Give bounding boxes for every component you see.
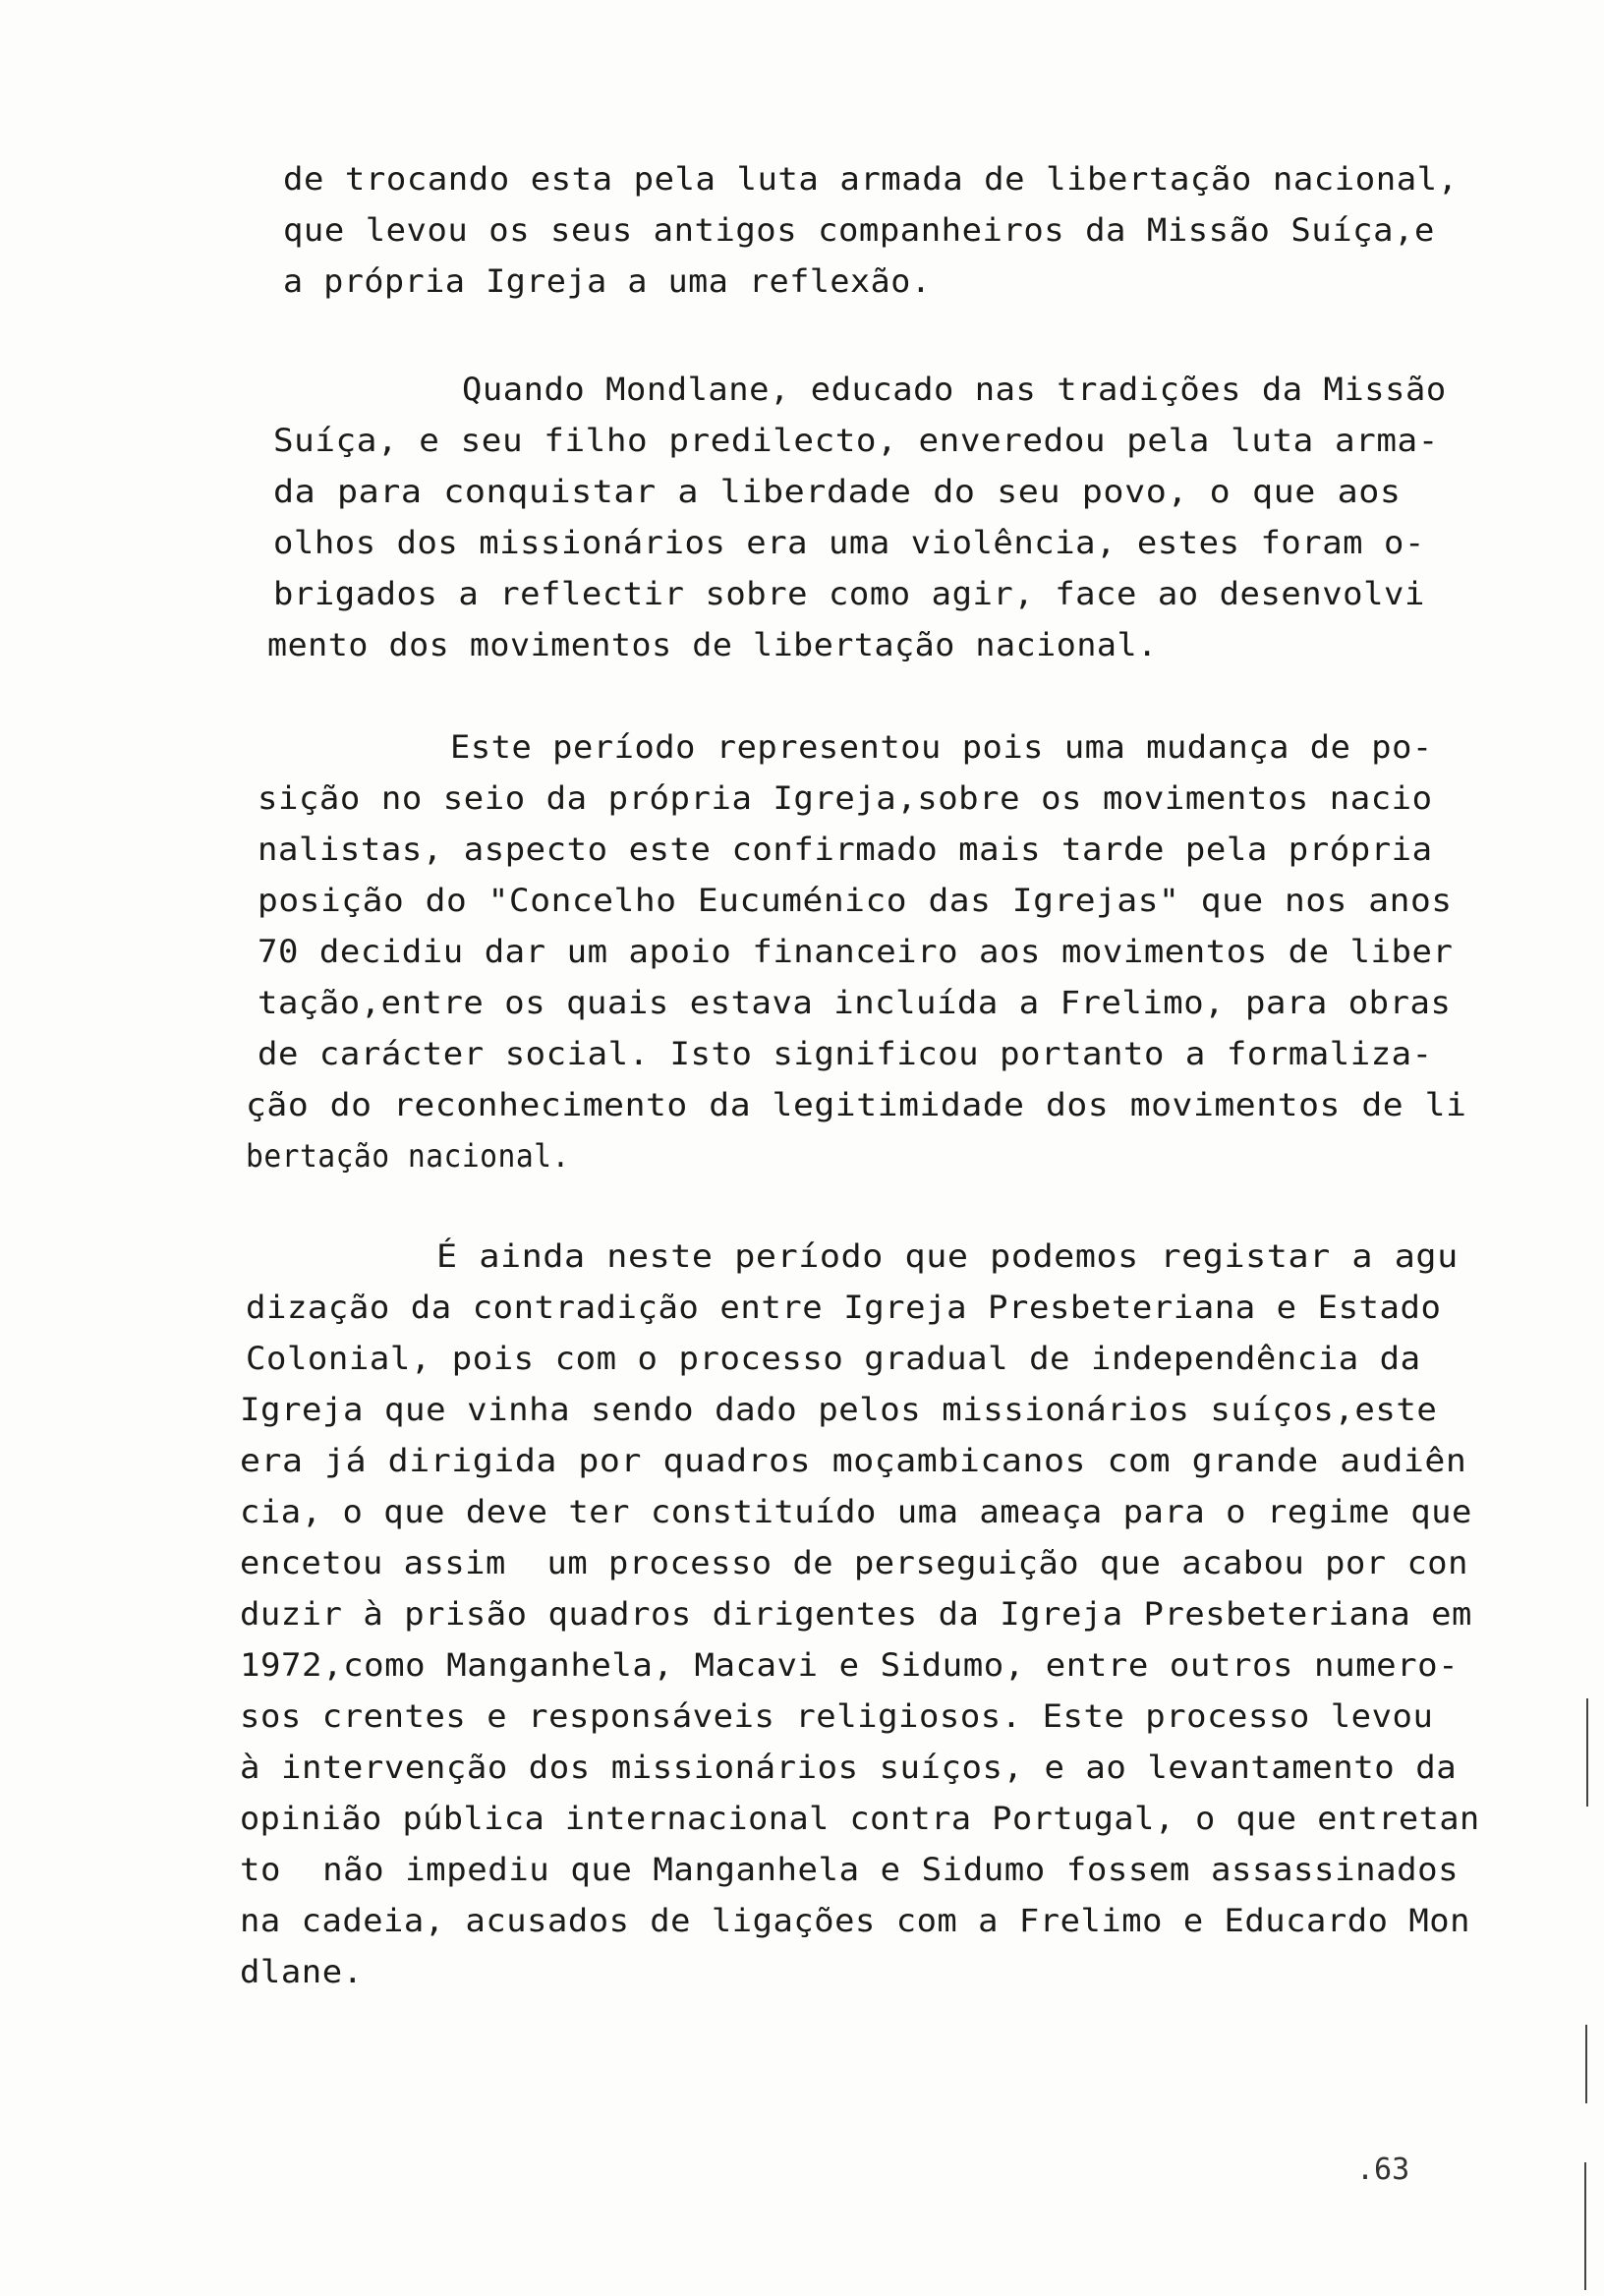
- text-line: É ainda neste período que podemos registar a agu: [436, 1237, 1459, 1275]
- text-line: da para conquistar a liberdade do seu povo, o que aos: [273, 473, 1402, 510]
- text-line: Suíça, e seu filho predilecto, enveredou pela luta arma-: [273, 422, 1439, 459]
- text-line: que levou os seus antigos companheiros da Missão Suíça,e: [283, 211, 1435, 249]
- text-line: tação,entre os quais estava incluída a Frelimo, para obras: [258, 984, 1452, 1021]
- text-line: à intervenção dos missionários suíços, e ao levantamento da: [240, 1749, 1458, 1786]
- text-line: ção do reconhecimento da legitimidade dos movimentos de li: [246, 1086, 1467, 1123]
- text-line: nalistas, aspecto este confirmado mais tarde pela própria: [258, 831, 1433, 868]
- scan-edge-mark: [1584, 2162, 1586, 2290]
- text-line: de trocando esta pela luta armada de libertação nacional,: [283, 160, 1459, 198]
- text-line: duzir à prisão quadros dirigentes da Igreja Presbeteriana em: [240, 1595, 1472, 1633]
- text-line: de carácter social. Isto significou portanto a formaliza-: [258, 1035, 1433, 1072]
- text-line: encetou assim um processo de perseguição que acabou por con: [240, 1544, 1468, 1581]
- text-line: 70 decidiu dar um apoio financeiro aos movimentos de liber: [258, 933, 1454, 970]
- text-line: brigados a reflectir sobre como agir, face ao desenvolvi: [273, 575, 1425, 612]
- text-line: opinião pública internacional contra Portugal, o que entretan: [240, 1800, 1480, 1837]
- text-line: a própria Igreja a uma reflexão.: [283, 262, 932, 300]
- text-line: Igreja que vinha sendo dado pelos missionários suíços,este: [240, 1391, 1438, 1428]
- text-line: Este período representou pois uma mudança de po-: [450, 728, 1433, 766]
- text-line: dização da contradição entre Igreja Presbeteriana e Estado: [246, 1289, 1442, 1326]
- text-line: sição no seio da própria Igreja,sobre os movimentos nacio: [258, 779, 1433, 817]
- text-line: dlane.: [240, 1953, 364, 1990]
- text-line: mento dos movimentos de libertação nacional.: [267, 626, 1158, 663]
- text-line: Colonial, pois com o processo gradual de independência da: [246, 1340, 1421, 1377]
- scan-edge-mark: [1585, 2025, 1587, 2103]
- text-line: posição do "Concelho Eucuménico das Igrejas" que nos anos: [258, 882, 1453, 919]
- text-line: olhos dos missionários era uma violência, estes foram o-: [273, 524, 1425, 561]
- text-line: na cadeia, acusados de ligações com a Frelimo e Educardo Mon: [240, 1902, 1470, 1939]
- text-line: to não impediu que Manganhela e Sidumo fossem assassinados: [240, 1851, 1460, 1888]
- text-line: bertação nacional.: [246, 1137, 570, 1175]
- page-number: .63: [1356, 2152, 1410, 2187]
- text-line: cia, o que deve ter constituído uma ameaça para o regime que: [240, 1493, 1472, 1530]
- text-line: sos crentes e responsáveis religiosos. Este processo levou: [240, 1697, 1434, 1735]
- text-line: 1972,como Manganhela, Macavi e Sidumo, entre outros numero-: [240, 1646, 1460, 1684]
- text-line: Quando Mondlane, educado nas tradições da Missão: [462, 371, 1447, 408]
- text-line: era já dirigida por quadros moçambicanos com grande audiên: [240, 1442, 1467, 1479]
- scan-edge-mark: [1586, 1698, 1588, 1807]
